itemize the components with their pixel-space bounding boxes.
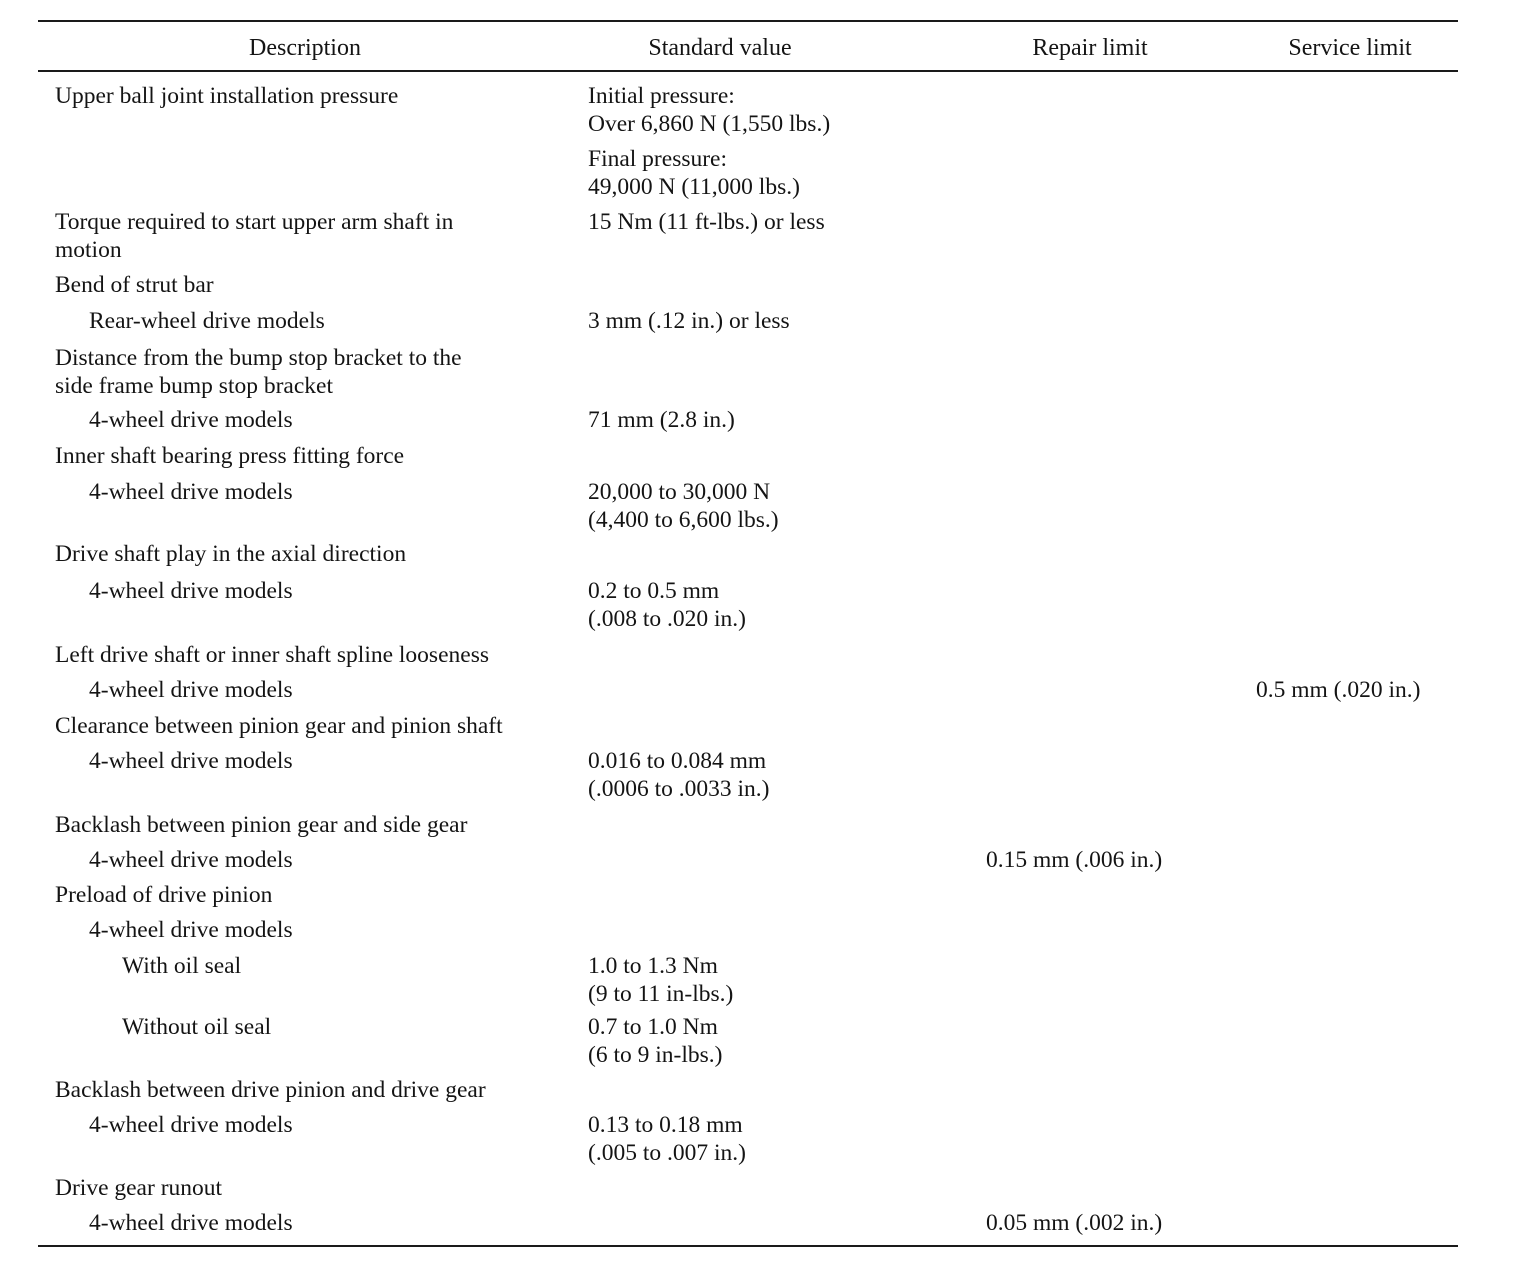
spec-description: Inner shaft bearing press fitting force: [55, 443, 405, 469]
spec-description: Rear-wheel drive models: [89, 308, 325, 334]
spec-standard-value: 15 Nm (11 ft-lbs.) or less: [588, 209, 825, 235]
column-header-standard-value: Standard value: [648, 35, 792, 61]
spec-standard-value: Final pressure: 49,000 N (11,000 lbs.): [588, 146, 800, 200]
spec-repair-limit: 0.05 mm (.002 in.): [986, 1210, 1163, 1236]
spec-description: Preload of drive pinion: [55, 882, 273, 908]
spec-description: Distance from the bump stop bracket to the side frame bump stop bracket: [55, 345, 462, 399]
spec-description: 4-wheel drive models: [89, 1210, 293, 1236]
spec-standard-value: 20,000 to 30,000 N (4,400 to 6,600 lbs.): [588, 479, 779, 533]
column-header-description: Description: [249, 35, 361, 61]
spec-description: 4-wheel drive models: [89, 677, 293, 703]
spec-standard-value: 0.2 to 0.5 mm (.008 to .020 in.): [588, 578, 746, 632]
spec-description: 4-wheel drive models: [89, 847, 293, 873]
spec-standard-value: 3 mm (.12 in.) or less: [588, 308, 790, 334]
spec-standard-value: 0.016 to 0.084 mm (.0006 to .0033 in.): [588, 748, 770, 802]
spec-description: Clearance between pinion gear and pinion shaft: [55, 713, 503, 739]
spec-description: 4-wheel drive models: [89, 479, 293, 505]
spec-description: Left drive shaft or inner shaft spline looseness: [55, 642, 489, 668]
spec-standard-value: 71 mm (2.8 in.): [588, 407, 735, 433]
spec-standard-value: 0.7 to 1.0 Nm (6 to 9 in-lbs.): [588, 1014, 723, 1068]
spec-description: Bend of strut bar: [55, 272, 214, 298]
spec-description: Upper ball joint installation pressure: [55, 83, 399, 109]
spec-standard-value: 1.0 to 1.3 Nm (9 to 11 in-lbs.): [588, 953, 734, 1007]
spec-description: Backlash between drive pinion and drive gear: [55, 1077, 486, 1103]
column-header-service-limit: Service limit: [1288, 35, 1412, 61]
table-bottom-rule: [38, 1245, 1458, 1247]
spec-description: Torque required to start upper arm shaft in motion: [55, 209, 454, 263]
spec-description: Without oil seal: [122, 1014, 272, 1040]
spec-description: With oil seal: [122, 953, 242, 979]
table-top-rule: [38, 20, 1458, 22]
spec-description: 4-wheel drive models: [89, 917, 293, 943]
spec-repair-limit: 0.15 mm (.006 in.): [986, 847, 1163, 873]
spec-description: 4-wheel drive models: [89, 578, 293, 604]
spec-service-limit: 0.5 mm (.020 in.): [1256, 677, 1421, 703]
column-header-repair-limit: Repair limit: [1032, 35, 1148, 61]
spec-description: Drive gear runout: [55, 1175, 223, 1201]
spec-description: 4-wheel drive models: [89, 748, 293, 774]
spec-description: Drive shaft play in the axial direction: [55, 541, 407, 567]
spec-standard-value: 0.13 to 0.18 mm (.005 to .007 in.): [588, 1112, 746, 1166]
spec-description: 4-wheel drive models: [89, 407, 293, 433]
table-header-rule: [38, 70, 1458, 72]
spec-description: 4-wheel drive models: [89, 1112, 293, 1138]
spec-standard-value: Initial pressure: Over 6,860 N (1,550 lbs.): [588, 83, 831, 137]
spec-description: Backlash between pinion gear and side gear: [55, 812, 468, 838]
